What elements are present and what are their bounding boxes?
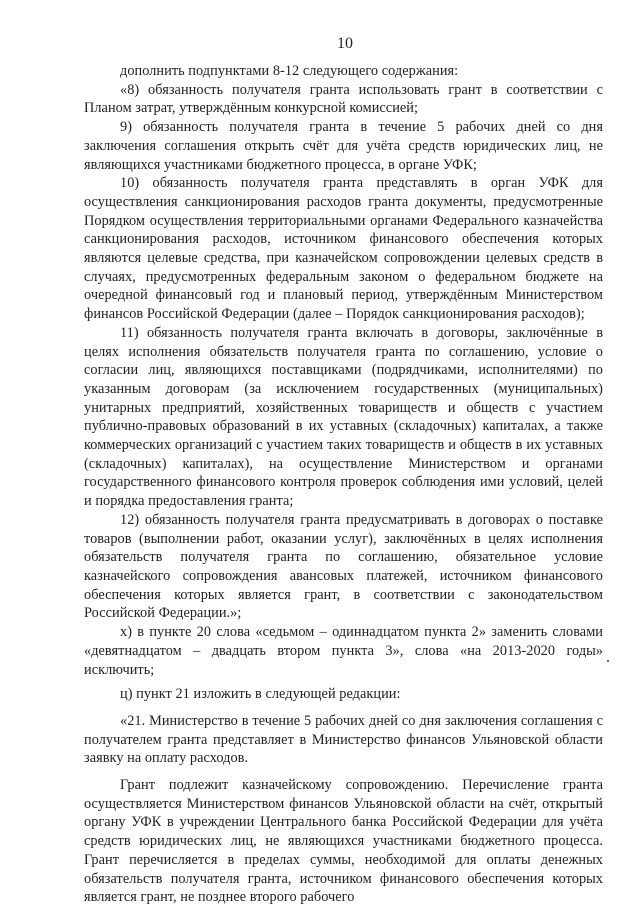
paragraph-item-10: 10) обязанность получателя гранта представлять в орган УФК для осуществления санкционирования расходов гранта документы, предусмотренные Порядком осуществления территориальными органами Федерального казначейства санкционирования расходов, источником финансового обеспечения которых являются целевые средства, при казначейском сопровождении целевых средств в случаях, предусмотренных федеральным законом о федеральном бюджете на очередной финансовый год и плановый период, утверждённым Министерством финансов Российской Федерации (далее – Порядок санкционирования расходов);	[84, 175, 603, 323]
paragraph-item-12: 12) обязанность получателя гранта предусматривать в договорах о поставке товаров (выполнении работ, оказании услуг), заключённых в целях исполнения обязательств получателя гранта по соглашению, обязательное условие казначейского сопровождения авансовых платежей, источником финансового обеспечения которых является грант, в соответствии с законодательством Российской Федерации.»;	[84, 511, 603, 622]
paragraph-item-11: 11) обязанность получателя гранта включать в договоры, заключённые в целях исполнения обязательств получателя гранта по соглашению, условие о согласии лиц, являющихся поставщиками (подрядчиками, исполнителями) по указанным договорам (за исключением государственных (муниципальных) унитарных предприятий, хозяйственных товариществ и обществ с участием публично-правовых образований в их уставных (складочных) капиталах, а также коммерческих организаций с участием таких товариществ и обществ в их уставных (складочных) капиталах), на осуществление Министерством и органами государственного финансового контроля проверок соблюдения ими условий, целей и порядка предоставления гранта;	[84, 324, 603, 510]
paragraph-item-ts: ц) пункт 21 изложить в следующей редакции:	[120, 686, 401, 703]
paragraph-intro: дополнить подпунктами 8-12 следующего содержания:	[120, 63, 459, 79]
paragraph-item-21: «21. Министерство в течение 5 рабочих дней со дня заключения соглашения с получателем гранта представляет в Министерство финансов Ульяновской области заявку на оплату расходов.	[84, 712, 603, 767]
paragraph-item-9: 9) обязанность получателя гранта в течение 5 рабочих дней со дня заключения соглашения открыть счёт для учёта средств юридических лиц, не являющихся участниками бюджетного процесса, в органе УФК;	[84, 119, 603, 173]
page-number: 10	[337, 35, 353, 52]
document-body	[84, 62, 603, 907]
paragraph-item-x: х) в пункте 20 слова «седьмом – одиннадцатом пункта 2» заменить словами «девятнадцатом – двадцать втором пункта 3», слова «на 2013-2020 годы» исключить;	[84, 624, 603, 678]
paragraph-grant-transfer: Грант подлежит казначейскому сопровождению. Перечисление гранта осуществляется Министерством финансов Ульяновской области на счёт, открытый органу УФК в учреждении Центрального банка Российской Федерации для учёта средств юридических лиц, не являющихся участниками бюджетного процесса. Грант перечисляется в пределах суммы, необходимой для оплаты денежных обязательств получателя гранта, источником финансового обеспечения которых является грант, не позднее второго рабочего	[84, 777, 603, 906]
paragraph-item-8: «8) обязанность получателя гранта использовать грант в соответствии с Планом затрат, утверждённым конкурсной комиссией;	[84, 81, 603, 117]
scan-speck	[607, 660, 609, 662]
